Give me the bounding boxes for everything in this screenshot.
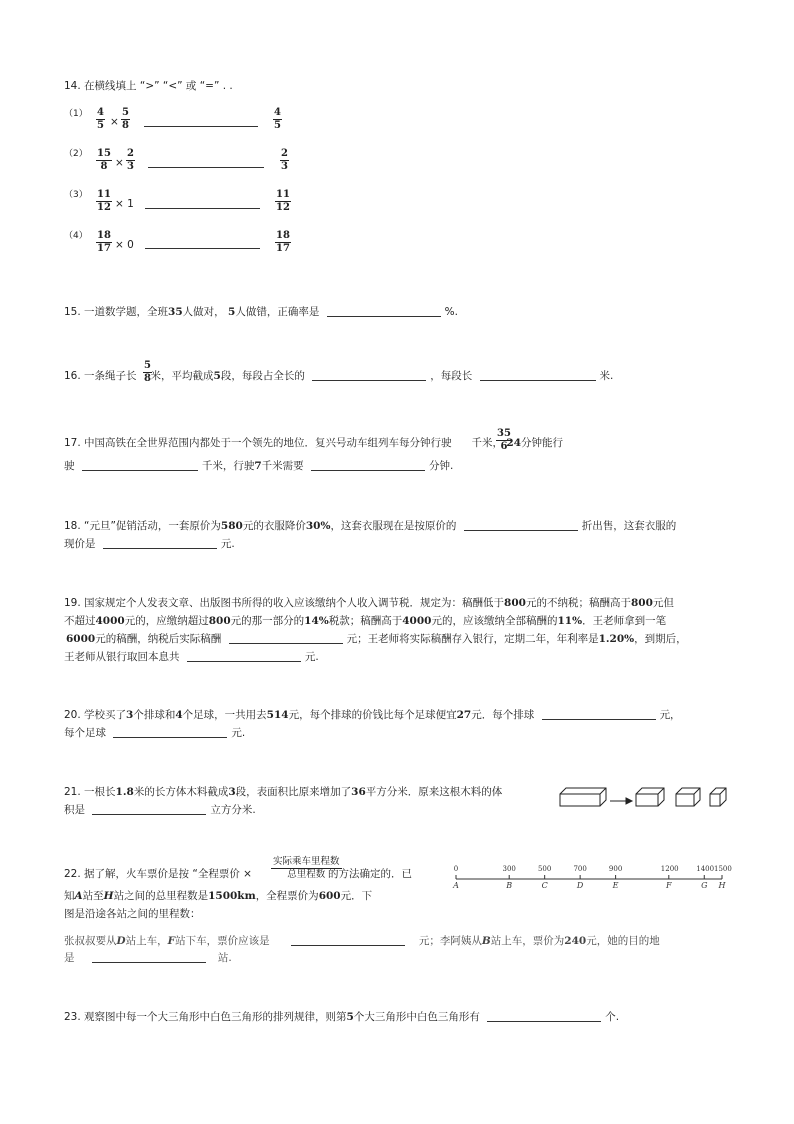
q19-line1: 19. 国家规定个人发表文章、出版图书所得的收入应该缴纳个人收入调节税．规定为：稿酬低于800元的不纳税；稿酬高于800元但	[64, 597, 674, 609]
q23-answer-blank[interactable]	[487, 1009, 601, 1022]
q14-item-number: （2）	[64, 149, 88, 159]
number-line-tick-label: 700	[573, 865, 587, 873]
number-line-tick-label: 300	[502, 865, 516, 873]
q22-answer-blank-1[interactable]	[291, 933, 405, 946]
q15: 15. 一道数学题，全班35人做对， 5人做错，正确率是 %.	[64, 306, 458, 318]
q14-item-number: （4）	[64, 231, 88, 241]
q14-operator: × 0	[115, 239, 134, 251]
number-line-tick-label: 500	[537, 865, 552, 873]
q19-answer-blank-1[interactable]	[229, 631, 343, 644]
q14-title: 14. 在横线填上 “>” “<” 或 “=” . .	[64, 80, 233, 92]
q22-distance-number-line	[450, 862, 730, 896]
q19-answer-blank-2[interactable]	[187, 649, 301, 662]
q22-answer-blank-2[interactable]	[92, 950, 206, 963]
q23: 23. 观察图中每一个大三角形中白色三角形的排列规律，则第5个大三角形中白色三角形有 个.	[64, 1011, 620, 1023]
q15-answer-blank[interactable]	[327, 304, 441, 317]
q17-answer-blank-2[interactable]	[311, 458, 425, 471]
q21-line2: 积是 立方分米.	[64, 804, 256, 816]
q18-line2: 现价是 元.	[64, 538, 235, 550]
q17-fraction: $\frac{35}{6}$	[497, 428, 511, 452]
q17-line2: 驶 千米，行驶7千米需要 分钟.	[64, 460, 454, 472]
q14-operator: ×	[110, 116, 119, 128]
number-line-tick-label: 0	[453, 865, 459, 873]
q20-answer-blank-2[interactable]	[113, 725, 227, 738]
q14-fraction-a: $\frac{18}{17}$	[97, 230, 111, 254]
q17-answer-blank-1[interactable]	[82, 458, 198, 471]
q22-line4: 张叔叔要从D站上车，F站下车，票价应该是 元；李阿姨从B站上车，票价为240元，她的目的地	[64, 935, 660, 947]
q14-fraction-right: $\frac{2}{3}$	[281, 148, 288, 172]
number-line-station-label: C	[541, 881, 548, 890]
q14-fraction-right: $\frac{4}{5}$	[274, 107, 281, 131]
q18-line1: 18. “元旦”促销活动，一套原价为580元的衣服降价30%，这套衣服现在是按原价的 折出售，这套衣服的	[64, 520, 677, 532]
q22-line2: 知A站至H站之间的总里程数是1500km，全程票价为600元．下	[64, 890, 373, 902]
q14-operator: ×	[115, 157, 124, 169]
number-line-station-label: H	[718, 881, 726, 890]
q19-line2: 不超过4000元的，应缴纳超过800元的那一部分的14%税款；稿酬高于4000元的，应该缴纳全部稿酬的11%．王老师拿到一笔	[64, 615, 667, 627]
q22-line3: 图是沿途各站之间的里程数：	[64, 908, 201, 920]
q14-fraction-a: $\frac{11}{12}$	[97, 189, 111, 213]
q19-line3: 6000元的稿酬，纳税后实际稿酬 元；王老师将实际稿酬存入银行，定期二年，年利率是1.20%，到期后，	[66, 633, 687, 645]
q20-line2: 每个足球 元.	[64, 727, 246, 739]
number-line-axis	[450, 862, 730, 896]
q14-fraction-b: $\frac{2}{3}$	[127, 148, 134, 172]
q14-answer-blank-2[interactable]	[148, 155, 264, 168]
q16-fraction: $\frac{5}{8}$	[144, 360, 151, 384]
q17-line1: 17. 中国高铁在全世界范围内都处于一个领先的地位．复兴号动车组列车每分钟行驶 千米， 24分钟能行	[64, 437, 564, 449]
q14-answer-blank-1[interactable]	[144, 114, 258, 127]
q16-answer-blank-1[interactable]	[312, 368, 426, 381]
q14-fraction-a: $\frac{4}{5}$	[97, 107, 104, 131]
number-line-tick-label: 1500	[714, 865, 732, 873]
number-line-station-label: B	[506, 881, 513, 890]
number-line-station-label: F	[666, 881, 672, 890]
q20-line1: 20. 学校买了3个排球和4个足球，一共用去514元，每个排球的价钱比每个足球便宜27元．每个排球 元，	[64, 709, 681, 721]
number-line-tick-label: 1400	[696, 865, 715, 873]
q20-answer-blank-1[interactable]	[542, 707, 656, 720]
q21-answer-blank[interactable]	[92, 802, 206, 815]
q16-answer-blank-2[interactable]	[480, 368, 596, 381]
q14-fraction-b: $\frac{5}{8}$	[122, 107, 129, 131]
q14-fraction-right: $\frac{18}{17}$	[276, 230, 290, 254]
number-line-tick-label: 1200	[660, 865, 679, 873]
q14-answer-blank-4[interactable]	[145, 236, 260, 249]
q22-formula-fraction: 实际乘车里程数 总里程数	[273, 856, 340, 880]
number-line-station-label: E	[612, 881, 619, 890]
q14-item-number: （3）	[64, 190, 88, 200]
q21-wood-cut-figure	[556, 784, 732, 810]
number-line-station-label: A	[453, 881, 459, 890]
q22-line1: 22. 据了解，火车票价是按 “全程票价 × 的方法确定的．已	[64, 868, 412, 880]
number-line-tick-label: 900	[608, 865, 623, 873]
q21-line1: 21. 一根长1.8米的长方体木料截成3段，表面积比原来增加了36平方分米．原来这根木料的体	[64, 786, 503, 798]
q14-fraction-right: $\frac{11}{12}$	[276, 189, 290, 213]
q19-line4: 王老师从银行取回本息共 元.	[64, 651, 319, 663]
q14-fraction-a: $\frac{15}{8}$	[97, 148, 111, 172]
q18-answer-blank-2[interactable]	[103, 536, 217, 549]
q14-answer-blank-3[interactable]	[145, 196, 260, 209]
q14-operator: × 1	[115, 198, 134, 210]
number-line-station-label: D	[576, 881, 584, 890]
q18-answer-blank-1[interactable]	[464, 518, 578, 531]
q16: 16. 一条绳子长 米，平均截成5段，每段占全长的 ，每段长 米.	[64, 370, 614, 382]
q14-item-number: （1）	[64, 109, 88, 119]
number-line-station-label: G	[701, 881, 708, 890]
q22-line5: 是 站.	[64, 952, 232, 964]
